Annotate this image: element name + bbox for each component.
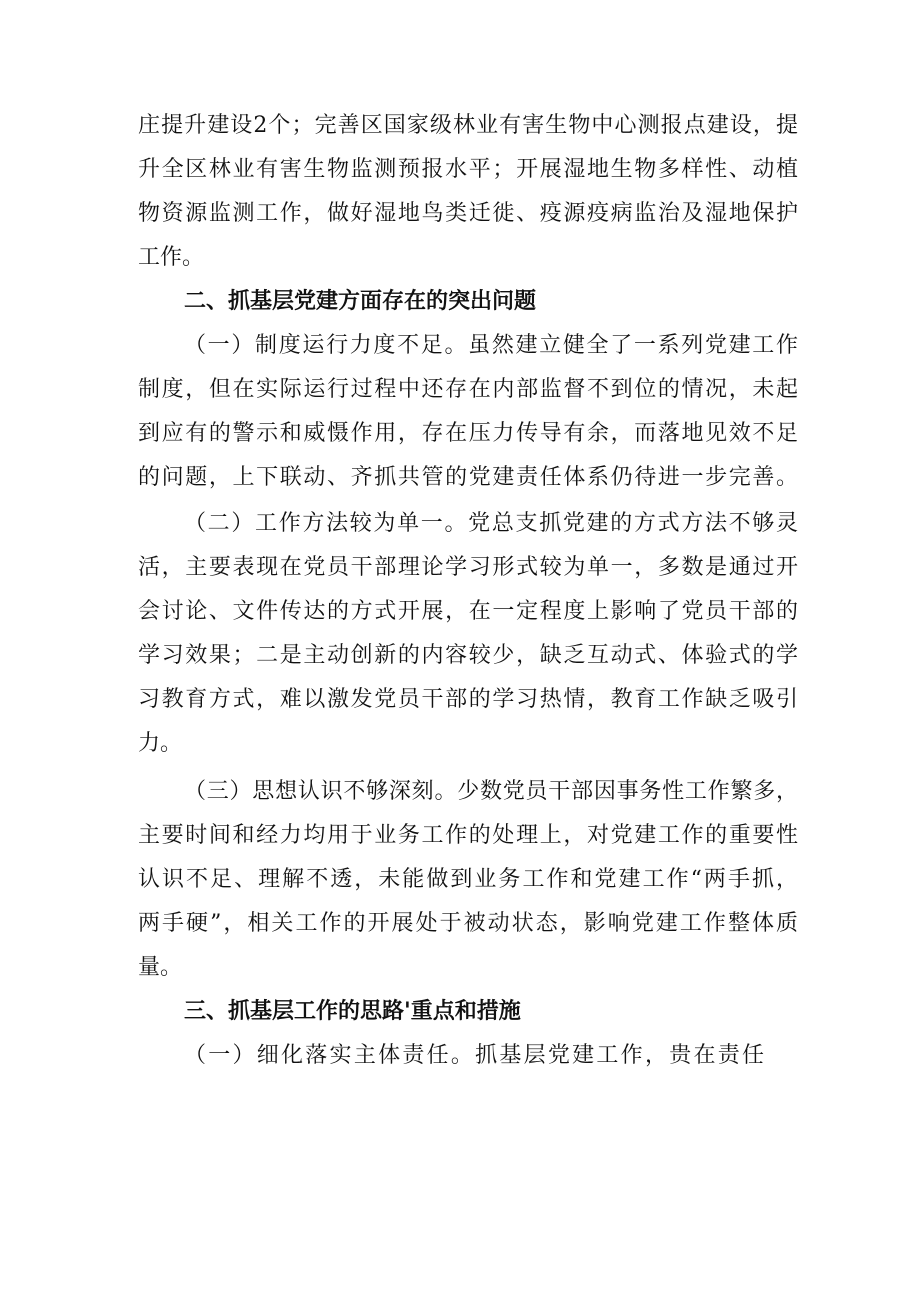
text-line: 主要时间和经力均用于业务工作的处理上，对党建工作的重要性 (138, 823, 798, 848)
text-line: 到应有的警示和威慑作用，存在压力传导有余，而落地见效不足 (138, 421, 798, 446)
section-heading: 二、抓基层党建方面存在的突出问题 (184, 289, 537, 314)
text-line: 学习效果；二是主动创新的内容较少，缺乏互动式、体验式的学 (138, 643, 798, 668)
text-line: 制度，但在实际运行过程中还存在内部监督不到位的情况，未起 (138, 377, 798, 402)
text-line: （二）工作方法较为单一。党总支抓党建的方式方法不够灵 (184, 511, 798, 536)
text-line: （三）思想认识不够深刻。少数党员干部因事务性工作繁多， (184, 779, 798, 804)
text-line: 物资源监测工作，做好湿地鸟类迁徙、疫源疫病监治及湿地保护 (138, 201, 798, 226)
text-line: 两手硬”，相关工作的开展处于被动状态，影响党建工作整体质 (138, 911, 798, 936)
text-line: 庄提升建设2个；完善区国家级林业有害生物中心测报点建设，提 (138, 113, 798, 138)
text-line: 升全区林业有害生物监测预报水平；开展湿地生物多样性、动植 (138, 157, 798, 182)
text-line: 力。 (138, 731, 183, 756)
text-line: 习教育方式，难以激发党员干部的学习热情，教育工作缺乏吸引 (138, 687, 798, 712)
text-line: 活，主要表现在党员干部理论学习形式较为单一，多数是通过开 (138, 555, 798, 580)
section-heading: 三、抓基层工作的思路'重点和措施 (184, 999, 521, 1024)
text-line: 认识不足、理解不透，未能做到业务工作和党建工作“两手抓， (138, 867, 798, 892)
text-line: 量。 (138, 955, 183, 980)
text-line: （一）制度运行力度不足。虽然建立健全了一系列党建工作 (184, 333, 798, 358)
text-line: （一）细化落实主体责任。抓基层党建工作，贵在责任 (184, 1043, 764, 1068)
text-line: 的问题，上下联动、齐抓共管的党建责任体系仍待进一步完善。 (138, 465, 798, 490)
text-line: 会讨论、文件传达的方式开展，在一定程度上影响了党员干部的 (138, 599, 798, 624)
text-line: 工作。 (138, 245, 205, 270)
